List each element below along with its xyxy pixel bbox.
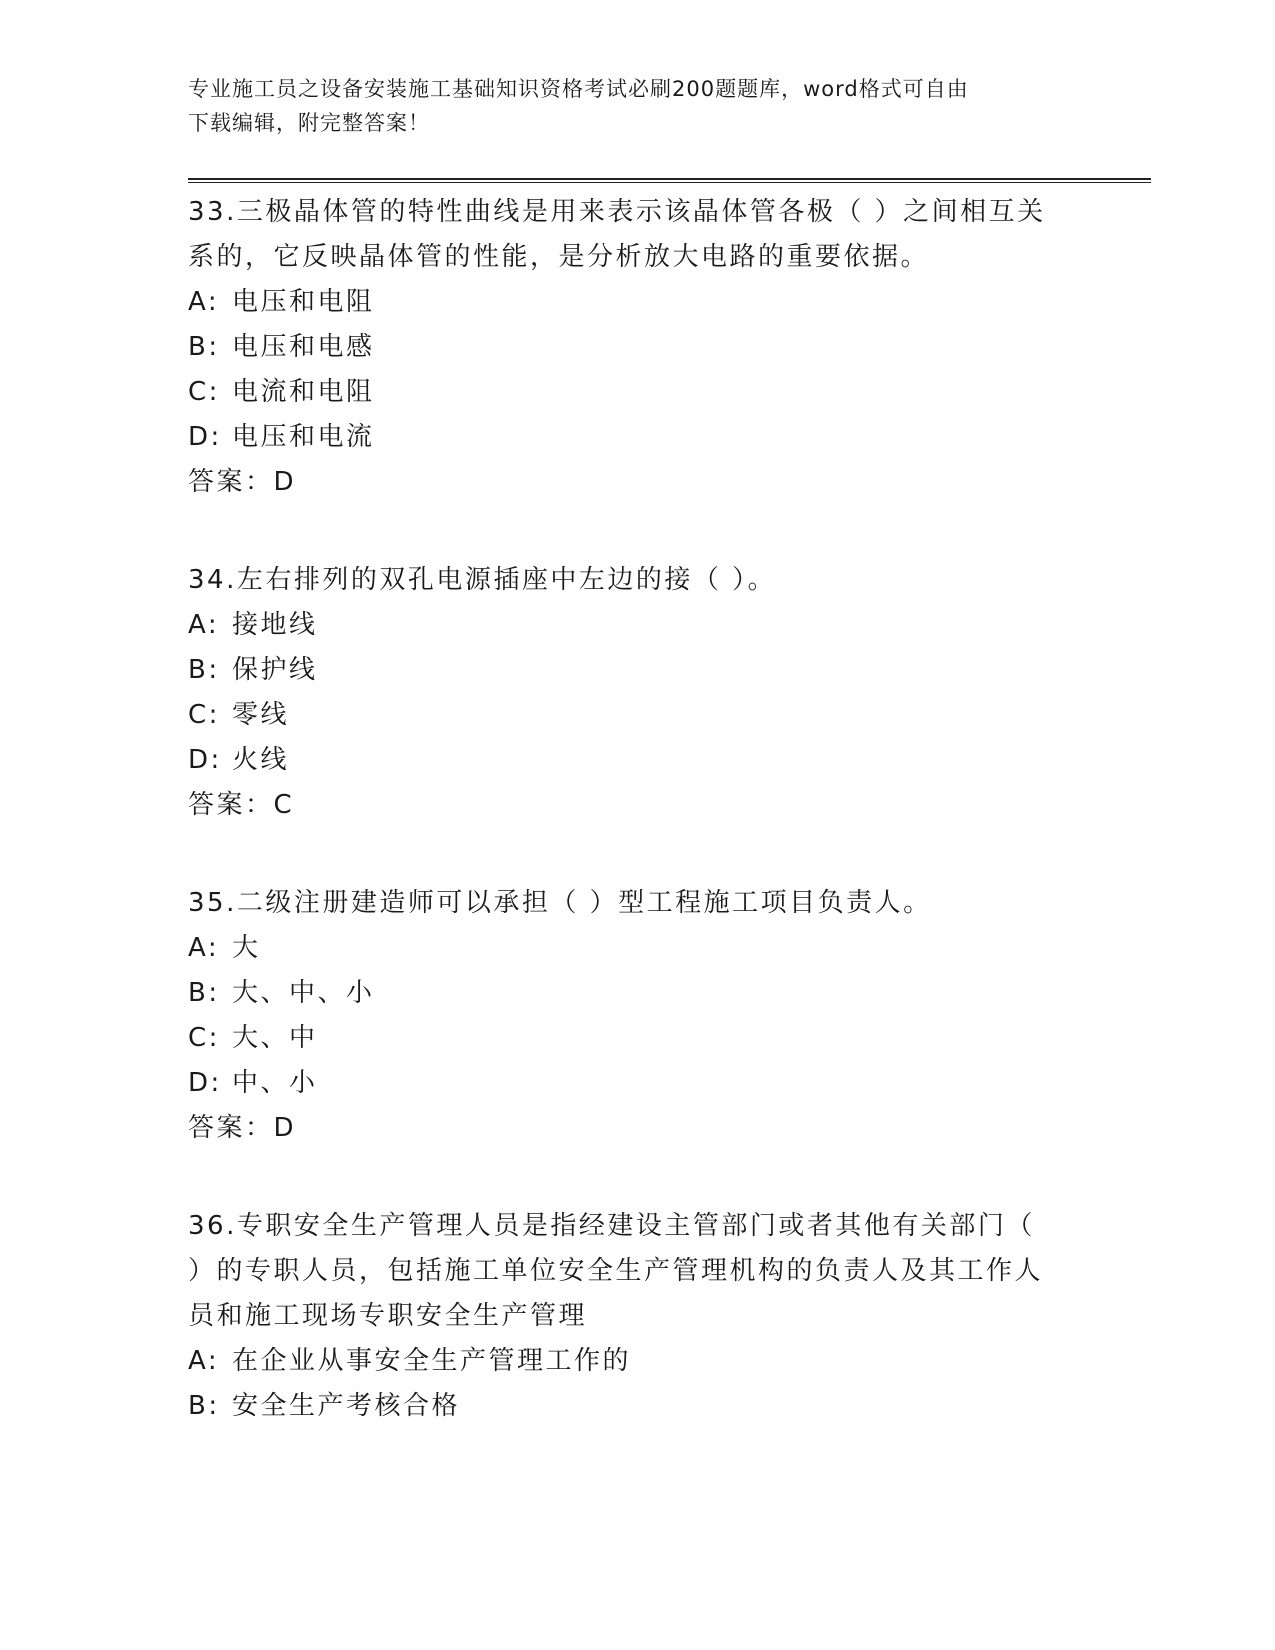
answer-option	[188, 280, 1068, 325]
question-stem-line: 员和施工现场专职安全生产管理	[188, 1301, 588, 1331]
answer-option	[188, 603, 1068, 648]
answer-value: D	[273, 1113, 297, 1143]
answer-option	[188, 1384, 1068, 1429]
header-divider-thick	[188, 178, 1151, 180]
question-block	[188, 881, 1068, 1151]
option-key: B:	[188, 978, 220, 1008]
answer-option	[188, 971, 1068, 1016]
answer-value: D	[273, 467, 297, 497]
header-title-line-2: 下载编辑，附完整答案！	[188, 111, 430, 135]
answer-line	[188, 460, 1068, 505]
answer-option	[188, 370, 1068, 415]
option-text: 电流和电阻	[232, 377, 375, 407]
answer-label: 答案：	[188, 790, 274, 820]
question-block	[188, 558, 1068, 828]
question-list	[188, 190, 1068, 1482]
question-stem-line: 33.三极晶体管的特性曲线是用来表示该晶体管各极（ ）之间相互关	[188, 197, 1046, 227]
answer-line	[188, 1106, 1068, 1151]
answer-option	[188, 1339, 1068, 1384]
answer-option	[188, 415, 1068, 460]
option-key: D:	[188, 1068, 222, 1098]
header-title-line-1: 专业施工员之设备安装施工基础知识资格考试必刷200题题库，word格式可自由	[188, 77, 969, 101]
question-stem-line: 36.专职安全生产管理人员是指经建设主管部门或者其他有关部门（	[188, 1211, 1035, 1241]
option-key: B:	[188, 1391, 220, 1421]
question-block	[188, 1204, 1068, 1429]
answer-option	[188, 926, 1068, 971]
header-divider-thin	[188, 182, 1151, 183]
answer-option	[188, 1016, 1068, 1061]
answer-line	[188, 783, 1068, 828]
answer-option	[188, 325, 1068, 370]
document-header	[188, 72, 1068, 140]
option-text: 大	[232, 933, 261, 963]
option-text: 在企业从事安全生产管理工作的	[232, 1346, 632, 1376]
option-text: 大、中、小	[232, 978, 375, 1008]
option-key: C:	[188, 377, 220, 407]
option-key: D:	[188, 422, 222, 452]
option-text: 保护线	[232, 655, 318, 685]
question-stem-line: ）的专职人员，包括施工单位安全生产管理机构的负责人及其工作人	[188, 1256, 1044, 1286]
answer-option	[188, 738, 1068, 783]
question-stem-line: 系的，它反映晶体管的性能，是分析放大电路的重要依据。	[188, 242, 930, 272]
question-block	[188, 190, 1068, 505]
answer-value: C	[273, 790, 295, 820]
question-stem-line: 35.二级注册建造师可以承担（ ）型工程施工项目负责人。	[188, 888, 932, 918]
option-text: 电压和电感	[232, 332, 375, 362]
option-text: 接地线	[232, 610, 318, 640]
answer-option	[188, 648, 1068, 693]
option-text: 中、小	[232, 1068, 318, 1098]
answer-option	[188, 1061, 1068, 1106]
option-text: 安全生产考核合格	[232, 1391, 461, 1421]
option-text: 火线	[232, 745, 290, 775]
answer-label: 答案：	[188, 467, 274, 497]
option-text: 大、中	[232, 1023, 318, 1053]
option-key: A:	[188, 287, 220, 317]
option-key: A:	[188, 933, 220, 963]
option-key: A:	[188, 1346, 220, 1376]
answer-option	[188, 693, 1068, 738]
option-text: 零线	[232, 700, 290, 730]
option-text: 电压和电流	[232, 422, 375, 452]
option-key: B:	[188, 332, 220, 362]
option-text: 电压和电阻	[232, 287, 375, 317]
option-key: C:	[188, 700, 220, 730]
option-key: A:	[188, 610, 220, 640]
option-key: C:	[188, 1023, 220, 1053]
answer-label: 答案：	[188, 1113, 274, 1143]
question-stem-line: 34.左右排列的双孔电源插座中左边的接（ ）。	[188, 565, 777, 595]
option-key: D:	[188, 745, 222, 775]
option-key: B:	[188, 655, 220, 685]
